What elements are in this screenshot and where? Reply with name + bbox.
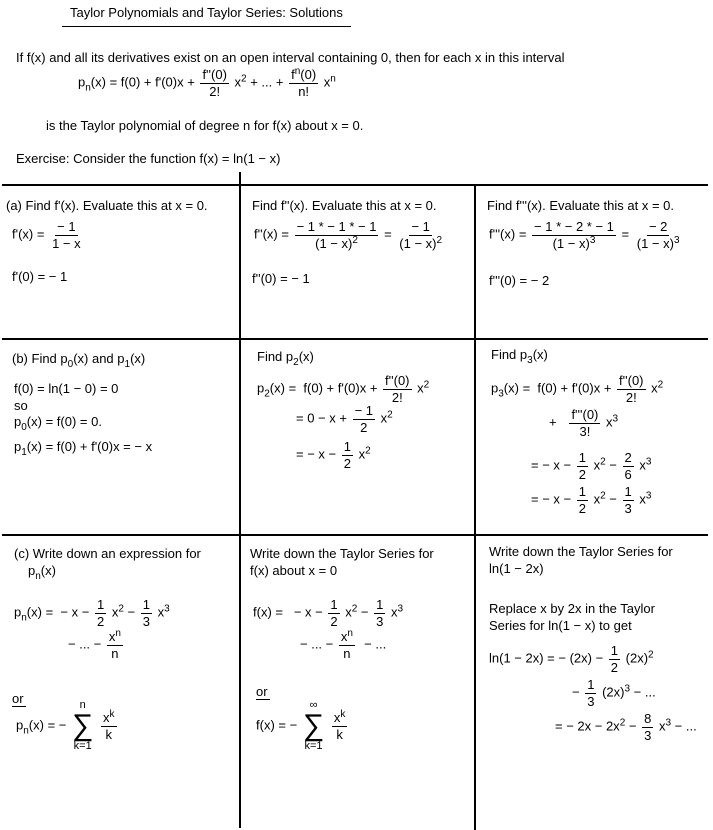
page-title: Taylor Polynomials and Taylor Series: Solutions <box>62 6 351 27</box>
cell-b3-line1: $p_3(x) = f(0) + f'(0)x$ + $\frac{f''(0)}{2!}$ $x^2$ <box>491 373 664 405</box>
cell-b3-heading: Find $p_3(x)$ <box>491 347 548 366</box>
exercise-statement: Exercise: Consider the function f(x) = ln(1 − x) <box>16 151 281 166</box>
grid-line-top <box>2 184 708 186</box>
cell-b3-line3: = − x − $\frac{1}{2}$ $x^2$ − $\frac{2}{6}$ $x^3$ <box>531 450 652 482</box>
intro-conclusion-text: is the Taylor polynomial of degree n for f(x) about x = 0. <box>46 118 364 133</box>
cell-a3-derivative: f'''(x) = $\frac{- 1 * - 2 * - 1}{(1 - x)^3}$ = $\frac{- 2}{(1 - x)^3}$ <box>489 219 680 251</box>
cell-b-line1: f(0) = ln(1 − 0) = 0 <box>14 381 119 396</box>
cell-c2-line2: − ... − $\frac{x^n}{n}$ − ... <box>300 628 387 661</box>
cell-c-line2: − ... − $\frac{x^n}{n}$ <box>68 628 121 661</box>
cell-b-line2: so <box>14 398 28 413</box>
cell-c3-replace2: Series for ln(1 − x) to get <box>489 618 632 633</box>
cell-a-value: f'(0) = − 1 <box>12 269 68 284</box>
cell-c3-line1: ln(1 − 2x) = − (2x) − $\frac{1}{2}$ $(2x)^2$ <box>489 643 654 675</box>
taylor-polynomial-formula: $p_n(x) = f(0) + f'(0)x$ + $\frac{f''(0)}{2!}$ $x^2$ + ... + $\frac{f^n(0)}{n!}$ $x^n$ <box>78 66 336 99</box>
cell-b3-line2: + $\frac{f'''(0)}{3!}$ $x^3$ <box>549 407 619 439</box>
cell-c2-or: or <box>256 684 268 699</box>
cell-a3-heading: Find f'''(x). Evaluate this at x = 0. <box>487 198 674 213</box>
cell-c3-line3: = − $2x - 2x^2$ − $\frac{8}{3}$ $x^3$ − ... <box>555 711 697 743</box>
cell-c-heading-pn: $p_n(x)$ <box>28 563 56 582</box>
cell-c-heading: (c) Write down an expression for <box>14 546 201 561</box>
grid-line-lower <box>2 534 708 536</box>
cell-c3-heading2: ln(1 − 2x) <box>489 561 544 576</box>
cell-c3-replace1: Replace x by 2x in the Taylor <box>489 601 655 616</box>
cell-a2-value: f''(0) = − 1 <box>252 271 310 286</box>
cell-b2-heading: Find $p_2(x)$ <box>257 349 314 368</box>
grid-line-middle <box>2 338 708 340</box>
cell-a3-value: f'''(0) = − 2 <box>489 273 550 288</box>
cell-c-sum: $p_n(x)$ = − n ∑ k=1 $\frac{x^k}{k}$ <box>16 699 115 752</box>
cell-c2-sum: f(x) = − ∞ ∑ k=1 $\frac{x^k}{k}$ <box>256 699 346 752</box>
intro-definition-text: If f(x) and all its derivatives exist on an open interval containing 0, then for each x in this interval <box>16 50 565 65</box>
cell-a2-derivative: f''(x) = $\frac{- 1 * - 1 * - 1}{(1 - x)^2}$ = $\frac{- 1}{(1 - x)^2}$ <box>254 219 443 251</box>
cell-b2-line2: = 0 − x + $\frac{- 1}{2}$ $x^2$ <box>296 403 393 435</box>
grid-divider-left <box>239 172 241 828</box>
cell-c3-heading1: Write down the Taylor Series for <box>489 544 673 559</box>
cell-b3-line4: = − x − $\frac{1}{2}$ $x^2$ − $\frac{1}{3}$ $x^3$ <box>531 484 652 516</box>
cell-b2-line1: $p_2(x) = f(0) + f'(0)x$ + $\frac{f''(0)}{2!}$ $x^2$ <box>257 373 430 405</box>
cell-c-or: or <box>12 691 24 706</box>
cell-c-line1: $p_n(x)$ = − x − $\frac{1}{2}$ $x^2$ − $\frac{1}{3}$ $x^3$ <box>14 597 170 629</box>
cell-c2-heading2: f(x) about x = 0 <box>250 563 338 578</box>
cell-a-derivative: f'(x) = $\frac{- 1}{1 - x}$ <box>12 219 81 251</box>
cell-b2-line3: = − x − $\frac{1}{2}$ $x^2$ <box>296 439 371 471</box>
grid-divider-right <box>474 186 476 830</box>
cell-c2-line1: f(x) = − x − $\frac{1}{2}$ $x^2$ − $\frac{1}{3}$ $x^3$ <box>253 597 404 629</box>
cell-b-heading: (b) Find $p_0(x)$ and $p_1(x)$ <box>12 351 146 370</box>
cell-a-heading: (a) Find f'(x). Evaluate this at x = 0. <box>6 198 208 213</box>
cell-c2-heading1: Write down the Taylor Series for <box>250 546 434 561</box>
cell-a2-heading: Find f''(x). Evaluate this at x = 0. <box>252 198 437 213</box>
cell-b-p1: $p_1(x) = f(0) + f'(0)x$ = − x <box>14 439 153 458</box>
cell-c3-line2: − $\frac{1}{3}$ $(2x)^3$ − ... <box>572 677 656 709</box>
cell-b-p0: $p_0(x) = f(0) = 0$. <box>14 414 102 433</box>
